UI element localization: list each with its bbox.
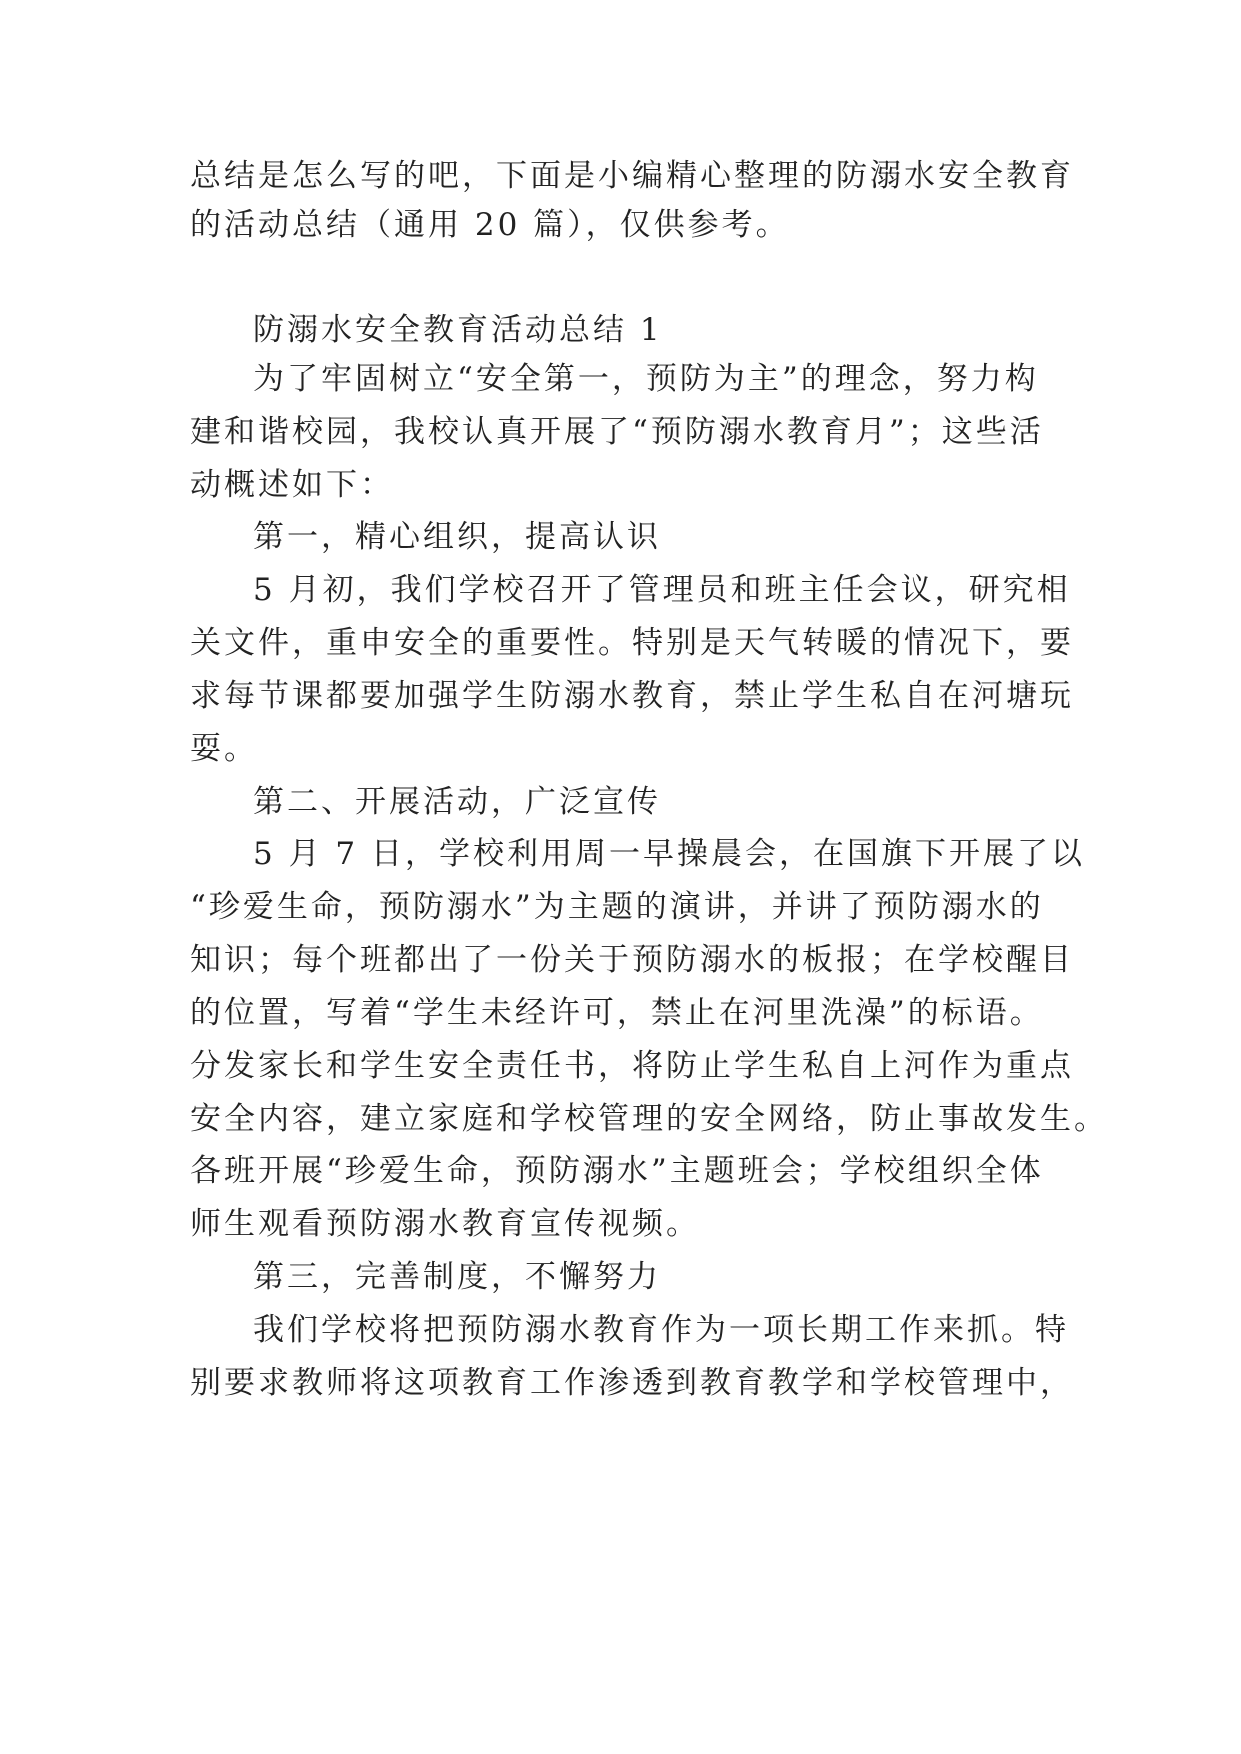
paragraph-line: 为了牢固树立“安全第一，预防为主”的理念，努力构: [253, 361, 1039, 397]
paragraph-line: 我们学校将把预防溺水教育作为一项长期工作来抓。特: [253, 1312, 1069, 1348]
paragraph-line: 的位置，写着“学生未经许可，禁止在河里洗澡”的标语。: [190, 995, 1044, 1031]
paragraph-line: 师生观看预防溺水教育宣传视频。: [190, 1206, 700, 1242]
paragraph-line: 关文件，重申安全的重要性。特别是天气转暖的情况下，要: [190, 625, 1074, 661]
paragraph-line: 知识；每个班都出了一份关于预防溺水的板报；在学校醒目: [190, 942, 1074, 978]
paragraph-line: 耍。: [190, 731, 258, 767]
paragraph-line: 5 月初，我们学校召开了管理员和班主任会议，研究相: [253, 572, 1071, 608]
subheading: 第三，完善制度，不懈努力: [253, 1259, 661, 1295]
paragraph-line: 安全内容，建立家庭和学校管理的安全网络，防止事故发生。: [190, 1101, 1108, 1137]
paragraph-line: 别要求教师将这项教育工作渗透到教育教学和学校管理中，: [190, 1365, 1074, 1401]
paragraph-line: “珍爱生命，预防溺水”为主题的演讲，并讲了预防溺水的: [190, 889, 1044, 925]
paragraph-line: 5 月 7 日，学校利用周一早操晨会，在国旗下开展了以: [253, 836, 1086, 872]
subheading: 第一，精心组织，提高认识: [253, 519, 661, 555]
intro-line-2: 的活动总结（通用 20 篇），仅供参考。: [190, 207, 790, 243]
subheading: 第二、开展活动，广泛宣传: [253, 784, 661, 820]
paragraph-line: 求每节课都要加强学生防溺水教育，禁止学生私自在河塘玩: [190, 678, 1074, 714]
paragraph-line: 动概述如下：: [190, 467, 394, 503]
paragraph-line: 建和谐校园，我校认真开展了“预防溺水教育月”；这些活: [190, 414, 1044, 450]
section-title: 防溺水安全教育活动总结 1: [253, 312, 663, 348]
paragraph-line: 各班开展“珍爱生命，预防溺水”主题班会；学校组织全体: [190, 1153, 1044, 1189]
paragraph-line: 分发家长和学生安全责任书，将防止学生私自上河作为重点: [190, 1048, 1074, 1084]
intro-line-1: 总结是怎么写的吧，下面是小编精心整理的防溺水安全教育: [190, 158, 1074, 194]
